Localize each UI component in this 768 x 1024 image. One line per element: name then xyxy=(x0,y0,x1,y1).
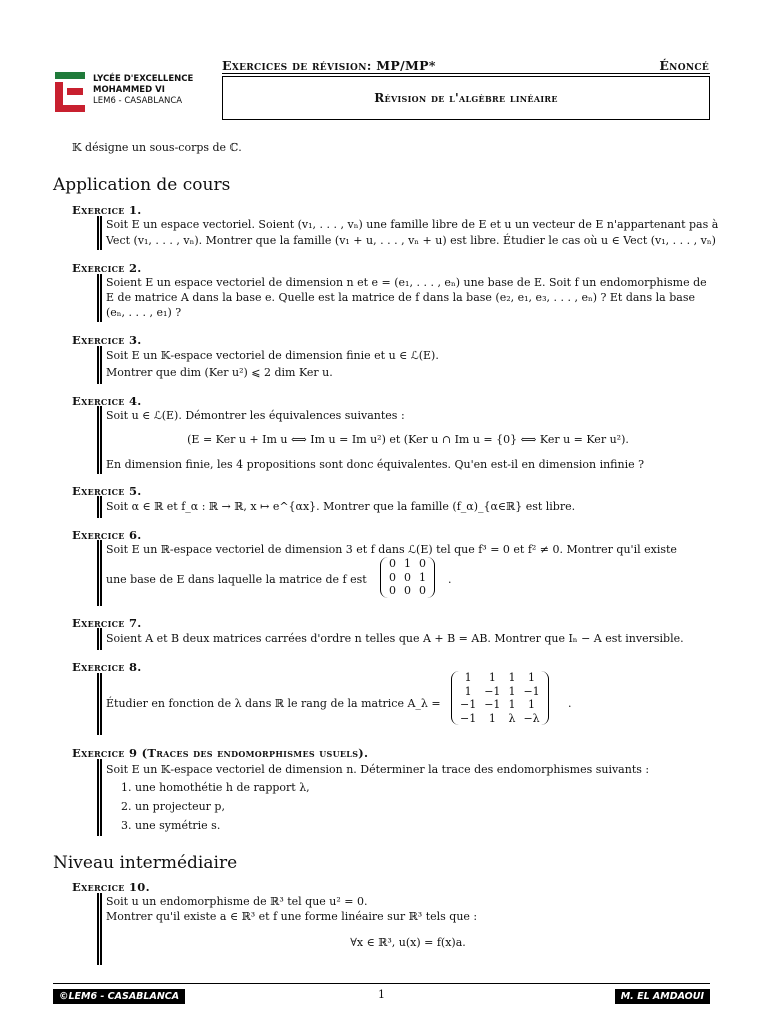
exercise-2-line-2: E de matrice A dans la base e. Quelle est la matrice de f dans la base (e₂, e₁, e₃, . . . , eₙ) ? Et dans la base xyxy=(106,291,695,304)
exercise-7-bar xyxy=(97,628,102,650)
lem6-logo-icon xyxy=(53,70,87,114)
exercise-8-matrix xyxy=(451,671,549,725)
matrix-cell: −1 xyxy=(523,684,540,698)
exercise-3-line-1: Soit E un 𝕂-espace vectoriel de dimension finie et u ∈ ℒ(E). xyxy=(106,349,439,362)
matrix-cell: −λ xyxy=(523,711,540,725)
header-title-box xyxy=(222,76,710,120)
exercise-5-title: Exercice 5. xyxy=(72,484,142,498)
header-title: Exercices de révision: MP/MP* xyxy=(222,58,436,73)
exercise-10-bar xyxy=(97,893,102,965)
list-item: 1. une homothétie h de rapport λ, xyxy=(121,781,310,794)
exercise-9-title: Exercice 9 (Traces des endomorphismes usuels). xyxy=(72,746,369,760)
logo-line-3: LEM6 - CASABLANCA xyxy=(93,96,183,106)
list-item: 3. une symétrie s. xyxy=(121,819,221,832)
exercise-1-line-2: Vect (v₁, . . . , vₙ). Montrer que la famille (v₁ + u, . . . , vₙ + u) est libre. Étudier le cas où u ∈ Vect (v₁, . . . , vₙ) xyxy=(106,234,716,247)
exercise-5-line-1: Soit α ∈ ℝ et f_α : ℝ → ℝ, x ↦ e^{αx}. Montrer que la famille (f_α)_{α∈ℝ} est libre. xyxy=(106,500,576,513)
matrix-cell: 0 xyxy=(389,584,396,597)
exercise-6-matrix xyxy=(380,557,435,598)
matrix-cell: λ xyxy=(508,711,516,725)
exercise-10-title: Exercice 10. xyxy=(72,880,150,894)
exercise-3-line-2: Montrer que dim (Ker u²) ⩽ 2 dim Ker u. xyxy=(106,366,333,379)
logo-line-1: LYCÉE D'EXCELLENCE xyxy=(93,74,194,84)
exercise-2-bar xyxy=(97,274,102,322)
exercise-6-line-2: une base de E dans laquelle la matrice de f est xyxy=(106,573,367,586)
exercise-9-line-1: Soit E un 𝕂-espace vectoriel de dimension n. Déterminer la trace des endomorphismes suivants : xyxy=(106,763,650,776)
matrix-cell: 0 xyxy=(404,570,411,584)
list-item: 2. un projecteur p, xyxy=(121,800,225,813)
exercise-8-title: Exercice 8. xyxy=(72,660,142,674)
matrix-cell: −1 xyxy=(460,711,477,725)
matrix-cell: 0 xyxy=(389,570,396,584)
exercise-10-line-1: Soit u un endomorphisme de ℝ³ tel que u² = 0. xyxy=(106,895,368,908)
exercise-2-line-3: (eₙ, . . . , e₁) ? xyxy=(106,306,182,319)
exercise-1-title: Exercice 1. xyxy=(72,203,142,217)
exercise-5-bar xyxy=(97,496,102,518)
exercise-8-bar xyxy=(97,673,102,735)
matrix-cell: 1 xyxy=(488,671,496,684)
document-title: Révision de l'algèbre linéaire xyxy=(374,91,558,105)
section-title-1: Application de cours xyxy=(53,175,231,195)
school-logo xyxy=(53,70,203,114)
intro-text: 𝕂 désigne un sous-corps de ℂ. xyxy=(72,141,242,154)
footer-left-badge: ©LEM6 - CASABLANCA xyxy=(53,989,185,1004)
page-number: 1 xyxy=(378,988,385,1001)
matrix-cell: −1 xyxy=(484,684,501,698)
matrix-cell: −1 xyxy=(484,698,501,711)
matrix-cell: 1 xyxy=(508,671,516,684)
matrix-cell: −1 xyxy=(460,698,477,711)
matrix-cell: 1 xyxy=(404,557,411,570)
matrix-cell: 1 xyxy=(464,684,472,698)
exercise-4-equation: (E = Ker u + Im u ⟺ Im u = Im u²) et (Ker u ∩ Im u = {0} ⟺ Ker u = Ker u²). xyxy=(187,433,629,446)
exercise-3-bar xyxy=(97,346,102,384)
matrix-period: . xyxy=(568,697,572,710)
exercise-4-bar xyxy=(97,406,102,474)
exercise-3-title: Exercice 3. xyxy=(72,333,142,347)
section-title-2: Niveau intermédiaire xyxy=(53,853,238,873)
exercise-9-bar xyxy=(97,759,102,836)
footer-author-badge: M. EL AMDAOUI xyxy=(615,989,710,1004)
header-rule xyxy=(222,73,710,74)
matrix-cell: 1 xyxy=(528,671,536,684)
matrix-cell: 0 xyxy=(404,584,411,597)
exercise-6-line-1: Soit E un ℝ-espace vectoriel de dimension 3 et f dans ℒ(E) tel que f³ = 0 et f² ≠ 0. Montrer qu'il existe xyxy=(106,543,677,556)
matrix-cell: 1 xyxy=(488,711,496,725)
exercise-7-line-1: Soient A et B deux matrices carrées d'ordre n telles que A + B = AB. Montrer que Iₙ − A est inversible. xyxy=(106,632,684,645)
matrix-cell: 0 xyxy=(419,584,426,597)
exercise-10-line-2: Montrer qu'il existe a ∈ ℝ³ et f une forme linéaire sur ℝ³ tels que : xyxy=(106,910,478,923)
exercise-6-title: Exercice 6. xyxy=(72,528,142,542)
matrix-cell: 1 xyxy=(419,570,426,584)
exercise-7-title: Exercice 7. xyxy=(72,616,142,630)
exercise-2-line-1: Soient E un espace vectoriel de dimension n et e = (e₁, . . . , eₙ) une base de E. Soit f un endomorphisme de xyxy=(106,276,707,289)
exercise-10-equation: ∀x ∈ ℝ³, u(x) = f(x)a. xyxy=(350,936,466,949)
exercise-4-line-1: Soit u ∈ ℒ(E). Démontrer les équivalences suivantes : xyxy=(106,409,405,422)
logo-text xyxy=(93,74,193,107)
header-right-label: Énoncé xyxy=(659,58,709,73)
matrix-cell: 1 xyxy=(508,698,516,711)
matrix-cell: 1 xyxy=(464,671,472,684)
footer-rule xyxy=(53,983,710,984)
matrix-period: . xyxy=(448,573,452,586)
exercise-1-bar xyxy=(97,216,102,250)
matrix-cell: 0 xyxy=(389,557,396,570)
exercise-6-bar xyxy=(97,540,102,606)
exercise-1-line-1: Soit E un espace vectoriel. Soient (v₁, . . . , vₙ) une famille libre de E et u un vecteur de E n'appartenant pas à xyxy=(106,218,719,231)
logo-line-2: MOHAMMED VI xyxy=(93,85,165,95)
matrix-cell: 0 xyxy=(419,557,426,570)
matrix-cell: 1 xyxy=(508,684,516,698)
matrix-cell: 1 xyxy=(528,698,536,711)
exercise-4-title: Exercice 4. xyxy=(72,394,142,408)
exercise-4-line-2: En dimension finie, les 4 propositions sont donc équivalentes. Qu'en est-il en dimension infinie ? xyxy=(106,458,645,471)
exercise-8-line-1: Étudier en fonction de λ dans ℝ le rang de la matrice A_λ = xyxy=(106,697,441,710)
exercise-2-title: Exercice 2. xyxy=(72,261,142,275)
